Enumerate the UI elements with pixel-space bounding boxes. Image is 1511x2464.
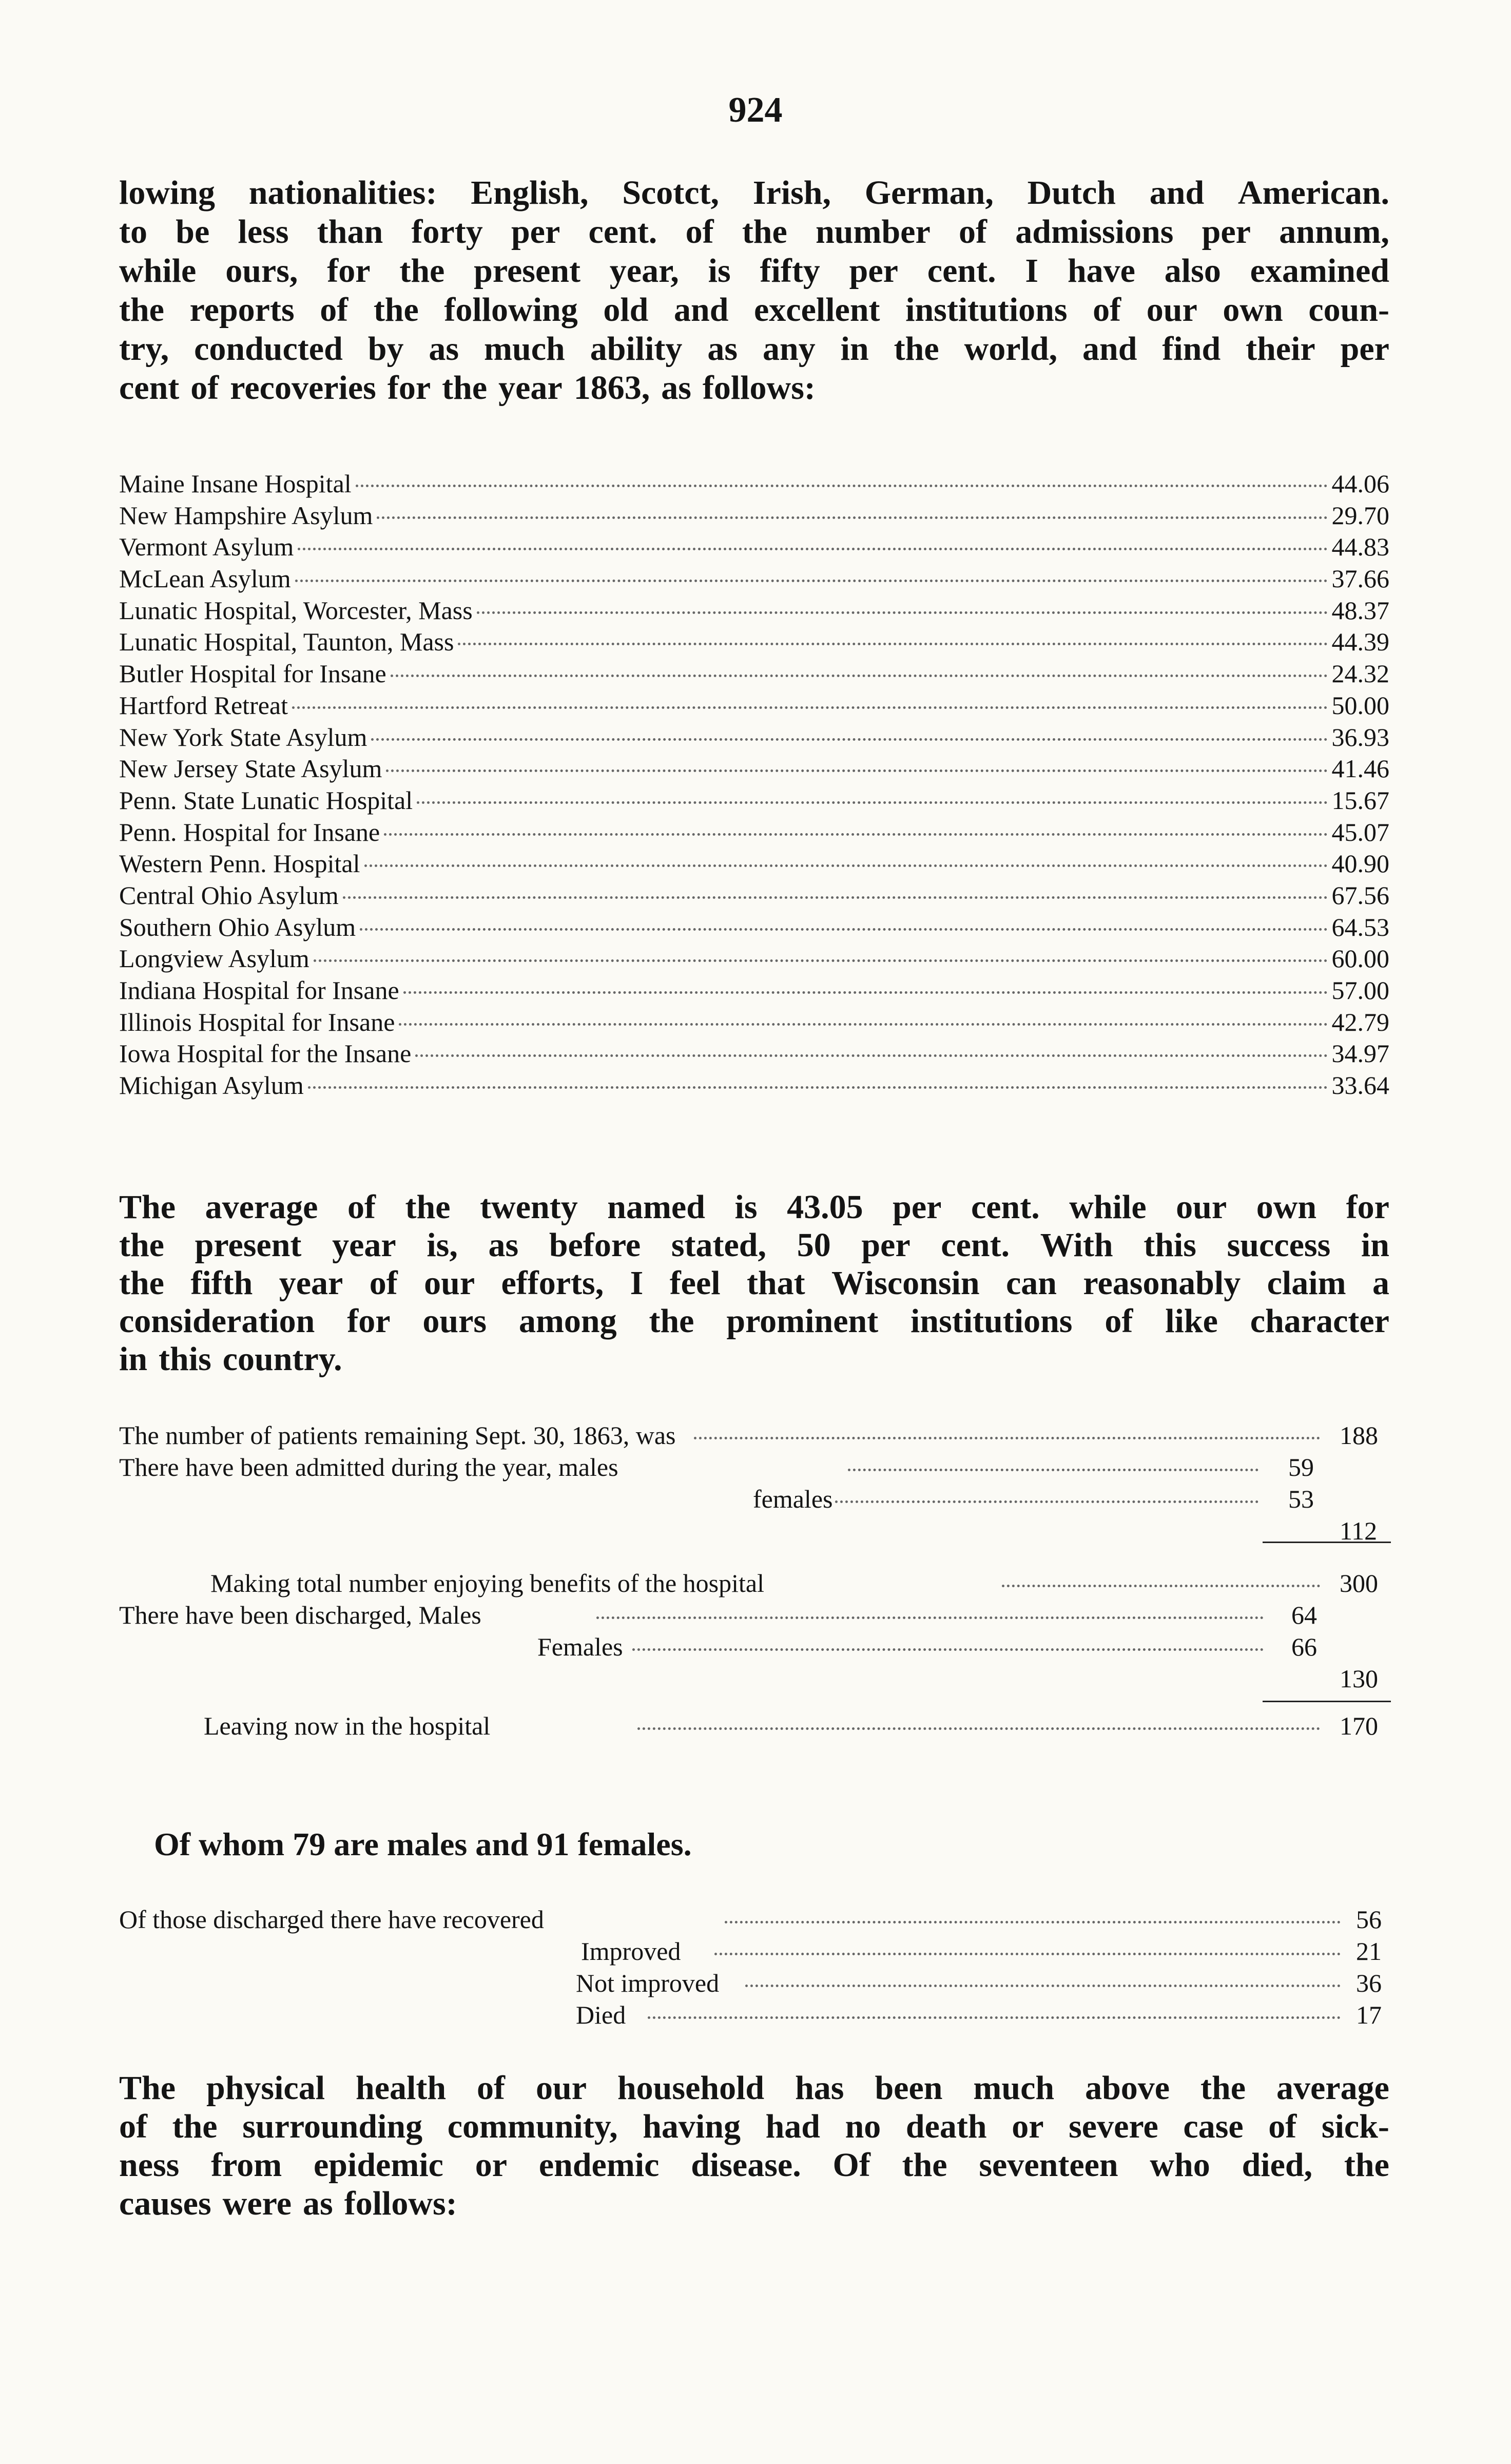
recovery-percent: 44.39 <box>1331 627 1389 657</box>
dot-leader <box>364 864 1328 867</box>
institution-row <box>119 1070 1389 1102</box>
dot-leader <box>745 1985 1341 1987</box>
dot-leader <box>458 643 1327 645</box>
admitted-total-value: 112 <box>1340 1516 1378 1545</box>
dot-leader <box>314 959 1328 962</box>
dot-leader <box>308 1086 1328 1089</box>
admitted-label: There have been admitted during the year, males <box>119 1453 618 1481</box>
whom-line: Of whom 79 are males and 91 females. <box>154 1826 692 1862</box>
dot-leader <box>694 1437 1320 1439</box>
institution-name: Indiana Hospital for Insane <box>119 976 399 1005</box>
outcomes-ledger <box>119 1903 1389 2031</box>
average-line: the fifth year of our efforts, I feel that Wisconsin can reasonably claim a <box>119 1264 1389 1302</box>
institution-name: Illinois Hospital for Insane <box>119 1007 395 1036</box>
recovery-percent: 29.70 <box>1331 500 1389 530</box>
institution-row <box>119 722 1389 754</box>
dot-leader <box>386 769 1327 772</box>
institution-row <box>119 943 1389 975</box>
dot-leader <box>391 675 1328 677</box>
health-line: ness from epidemic or endemic disease. Of the seventeen who died, the <box>119 2146 1389 2184</box>
average-line: consideration for ours among the prominent institutions of like character <box>119 1302 1389 1340</box>
dot-leader <box>343 896 1328 899</box>
health-line: of the surrounding community, having had no death or severe case of sick- <box>119 2108 1389 2145</box>
total-label: Making total number enjoying benefits of the hospital <box>210 1569 764 1597</box>
institution-name: New Hampshire Asylum <box>119 500 373 530</box>
intro-line: try, conducted by as much ability as any in the world, and find their per <box>119 330 1389 368</box>
intro-line: to be less than forty per cent. of the number of admissions per annum, <box>119 213 1389 251</box>
ledger-row-leaving <box>119 1710 1389 1742</box>
dot-leader <box>292 706 1327 709</box>
recovery-percent: 44.83 <box>1331 532 1389 562</box>
recovery-percent: 67.56 <box>1331 880 1389 910</box>
sum-rule <box>1263 1701 1391 1702</box>
recovery-percent: 36.93 <box>1331 722 1389 752</box>
ledger-row-remaining <box>119 1419 1389 1451</box>
leaving-value: 170 <box>1340 1711 1378 1740</box>
remaining-value: 188 <box>1340 1421 1378 1450</box>
dot-leader <box>295 580 1328 582</box>
dot-leader <box>298 548 1327 550</box>
ledger-row-discharged-males <box>119 1599 1389 1631</box>
admitted-females-value: 53 <box>1288 1485 1314 1513</box>
dot-leader <box>415 1054 1327 1057</box>
recovery-percent: 60.00 <box>1331 944 1389 973</box>
institution-name: Penn. Hospital for Insane <box>119 817 380 846</box>
recovery-percent: 44.06 <box>1331 469 1389 498</box>
intro-line: the reports of the following old and excellent institutions of our own coun- <box>119 291 1389 329</box>
intro-line: lowing nationalities: English, Scotct, Irish, German, Dutch and American. <box>119 174 1389 211</box>
recovery-percent: 50.00 <box>1331 690 1389 720</box>
discharged-females-label: Females <box>537 1632 623 1661</box>
not-improved-value: 36 <box>1356 1969 1382 1997</box>
discharged-total-value: 130 <box>1340 1664 1378 1693</box>
institution-row <box>119 975 1389 1007</box>
dot-leader <box>417 801 1327 804</box>
admitted-females-label: females <box>753 1485 833 1513</box>
institution-row <box>119 848 1389 880</box>
ledger-row-admitted-males <box>119 1451 1389 1483</box>
institution-name: Butler Hospital for Insane <box>119 659 386 688</box>
discharged-label: There have been discharged, Males <box>119 1601 481 1629</box>
recovery-percent: 34.97 <box>1331 1039 1389 1068</box>
recovery-percent: 33.64 <box>1331 1071 1389 1100</box>
recovery-percent: 48.37 <box>1331 595 1389 625</box>
ledger-row-discharged-females <box>119 1631 1389 1663</box>
recovery-percent: 57.00 <box>1331 976 1389 1005</box>
recovery-percent: 40.90 <box>1331 849 1389 878</box>
intro-line: cent of recoveries for the year 1863, as follows: <box>119 369 816 407</box>
institution-name: Penn. State Lunatic Hospital <box>119 785 413 815</box>
institution-name: Hartford Retreat <box>119 690 288 720</box>
intro-paragraph <box>119 174 1389 408</box>
died-label: Died <box>576 2000 626 2029</box>
discharged-females-value: 66 <box>1291 1632 1317 1661</box>
institution-row <box>119 626 1389 658</box>
institution-name: Southern Ohio Asylum <box>119 912 356 941</box>
dot-leader <box>714 1953 1341 1955</box>
institution-row <box>119 785 1389 817</box>
recovered-label: Of those discharged there have recovered <box>119 1905 544 1934</box>
institution-row <box>119 595 1389 627</box>
institution-row <box>119 658 1389 690</box>
institution-name: Vermont Asylum <box>119 532 294 562</box>
dot-leader <box>356 485 1328 487</box>
dot-leader <box>477 611 1328 614</box>
recovery-percent: 45.07 <box>1331 817 1389 846</box>
institution-name: McLean Asylum <box>119 564 291 593</box>
dot-leader <box>725 1921 1341 1923</box>
died-value: 17 <box>1356 2000 1382 2029</box>
institution-row <box>119 880 1389 912</box>
improved-label: Improved <box>581 1937 681 1966</box>
dot-leader <box>403 991 1328 994</box>
institution-name: Iowa Hospital for the Insane <box>119 1039 412 1068</box>
recovery-percent: 15.67 <box>1331 785 1389 815</box>
sum-rule <box>1263 1542 1391 1543</box>
average-line: The average of the twenty named is 43.05 per cent. while our own for <box>119 1188 1389 1226</box>
page-number: 924 <box>728 90 783 130</box>
improved-value: 21 <box>1356 1937 1382 1966</box>
institution-row <box>119 817 1389 849</box>
ledger-row-admitted-total <box>119 1515 1389 1547</box>
outcome-row-not-improved <box>119 1967 1389 1999</box>
leaving-label: Leaving now in the hospital <box>204 1711 491 1740</box>
recovered-value: 56 <box>1356 1905 1382 1934</box>
dot-leader <box>596 1616 1264 1619</box>
outcome-row-improved <box>119 1935 1389 1967</box>
institution-row <box>119 912 1389 944</box>
institution-row <box>119 753 1389 785</box>
dot-leader <box>632 1648 1264 1651</box>
census-ledger <box>119 1419 1389 1742</box>
institution-name: Longview Asylum <box>119 944 309 973</box>
institution-name: Lunatic Hospital, Taunton, Mass <box>119 627 454 657</box>
institution-row <box>119 500 1389 532</box>
dot-leader <box>360 928 1327 931</box>
ledger-row-discharged-total <box>119 1663 1389 1695</box>
dot-leader <box>835 1500 1258 1503</box>
institution-name: Michigan Asylum <box>119 1071 304 1100</box>
health-line: causes were as follows: <box>119 2185 457 2222</box>
total-value: 300 <box>1340 1569 1378 1597</box>
dot-leader <box>399 1023 1327 1026</box>
health-paragraph <box>119 2069 1389 2223</box>
recovery-percent: 37.66 <box>1331 564 1389 593</box>
average-line: in this country. <box>119 1340 342 1378</box>
outcome-row-recovered <box>119 1903 1389 1935</box>
not-improved-label: Not improved <box>576 1969 720 1997</box>
ledger-row-total <box>119 1567 1389 1599</box>
outcome-row-died <box>119 1999 1389 2031</box>
dot-leader <box>848 1469 1258 1471</box>
recovery-rate-list <box>119 468 1389 1102</box>
dot-leader <box>637 1727 1320 1730</box>
institution-row <box>119 1038 1389 1070</box>
institution-name: Maine Insane Hospital <box>119 469 352 498</box>
average-line: the present year is, as before stated, 50 per cent. With this success in <box>119 1226 1389 1264</box>
recovery-percent: 24.32 <box>1331 659 1389 688</box>
institution-name: Western Penn. Hospital <box>119 849 360 878</box>
dot-leader <box>377 516 1327 519</box>
institution-name: New York State Asylum <box>119 722 367 752</box>
recovery-percent: 64.53 <box>1331 912 1389 941</box>
dot-leader <box>371 738 1327 741</box>
remaining-label: The number of patients remaining Sept. 30, 1863, was <box>119 1421 676 1450</box>
institution-row <box>119 531 1389 563</box>
institution-row <box>119 468 1389 500</box>
dot-leader <box>648 2016 1341 2019</box>
recovery-percent: 42.79 <box>1331 1007 1389 1036</box>
institution-name: Lunatic Hospital, Worcester, Mass <box>119 595 473 625</box>
dot-leader <box>1002 1585 1320 1587</box>
admitted-males-value: 59 <box>1288 1453 1314 1481</box>
recovery-percent: 41.46 <box>1331 754 1389 783</box>
health-line: The physical health of our household has been much above the average <box>119 2069 1389 2107</box>
ledger-row-admitted-females <box>119 1483 1389 1515</box>
discharged-males-value: 64 <box>1291 1601 1317 1629</box>
institution-row <box>119 563 1389 595</box>
institution-row <box>119 1007 1389 1038</box>
institution-name: New Jersey State Asylum <box>119 754 382 783</box>
average-paragraph <box>119 1188 1389 1378</box>
institution-row <box>119 690 1389 722</box>
institution-name: Central Ohio Asylum <box>119 880 339 910</box>
dot-leader <box>384 833 1327 836</box>
intro-line: while ours, for the present year, is fifty per cent. I have also examined <box>119 252 1389 290</box>
